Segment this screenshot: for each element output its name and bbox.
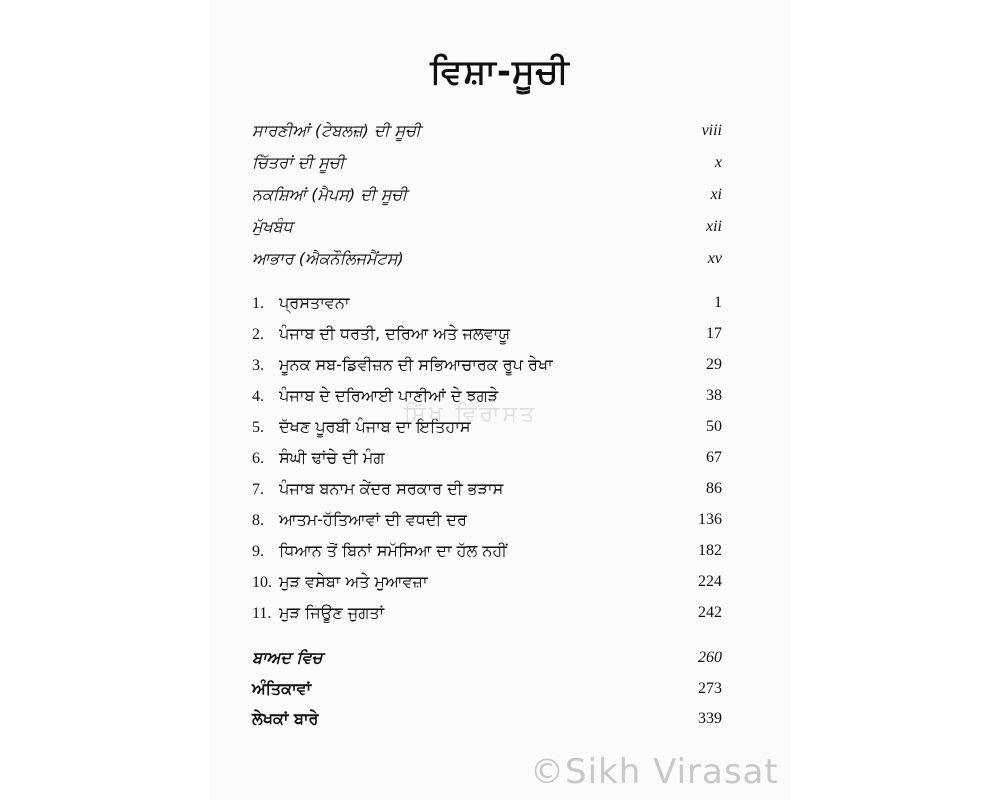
chapter-page: 224 <box>698 573 722 590</box>
chapter-number: 9. <box>252 543 264 560</box>
chapter-title: ਪੰਜਾਬ ਦੇ ਦਰਿਆਈ ਪਾਣੀਆਂ ਦੇ ਝਗੜੇ <box>279 386 499 405</box>
chapter-title: ਧਿਆਨ ਤੋਂ ਬਿਨਾਂ ਸਮੱਸਿਆ ਦਾ ਹੱਲ ਨਹੀਂ <box>279 541 508 560</box>
toc-entry-label: ਚਿੱਤਰਾਂ ਦੀ ਸੂਚੀ <box>252 153 345 172</box>
chapter-number: 2. <box>252 326 264 343</box>
chapter-number: 1. <box>252 295 264 312</box>
chapter-title: ਮੁੜ ਵਸੇਬਾ ਅਤੇ ਮੁਆਵਜ਼ਾ <box>279 572 428 591</box>
chapter-number: 8. <box>252 512 264 529</box>
chapter-title: ਮੁੜ ਜਿਊਣ ਜੁਗਤਾਂ <box>279 603 385 622</box>
chapter-page: 182 <box>698 542 722 559</box>
toc-chapter <box>252 445 722 471</box>
chapter-title: ਪ੍ਰਸਤਾਵਨਾ <box>279 293 350 312</box>
toc-entry <box>252 182 722 208</box>
toc-chapter <box>252 507 722 533</box>
chapter-page: 1 <box>714 294 722 311</box>
toc-entry-page: xii <box>706 218 722 235</box>
toc-entry-label: ਮੁੱਖਬੰਧ <box>252 217 293 236</box>
toc-entry <box>252 118 722 144</box>
toc-entry-label: ਆਭਾਰ (ਐਕਨੌਲਿਜਮੈਂਟਸ) <box>252 249 404 268</box>
toc-entry-page: x <box>714 154 722 171</box>
chapter-page: 242 <box>698 604 722 621</box>
chapter-page: 86 <box>706 480 722 497</box>
chapter-number: 11. <box>252 605 272 622</box>
page-title: ਵਿਸ਼ਾ-ਸੂਚੀ <box>430 52 570 92</box>
toc-entry-label: ਬਾਅਦ ਵਿਚ <box>252 648 323 667</box>
toc-entry <box>252 246 722 272</box>
toc-entry-page: 273 <box>698 680 722 697</box>
toc-chapter <box>252 476 722 502</box>
chapter-number: 10. <box>252 574 272 591</box>
toc-chapter <box>252 569 722 595</box>
toc-entry-label: ਲੇਖਕਾਂ ਬਾਰੇ <box>252 709 319 728</box>
toc-chapter <box>252 538 722 564</box>
chapter-title: ਪੰਜਾਬ ਦੀ ਧਰਤੀ, ਦਰਿਆ ਅਤੇ ਜਲਵਾਯੂ <box>279 324 511 343</box>
toc-entry-page: viii <box>701 122 722 139</box>
chapter-title: ਮੂਨਕ ਸਬ-ਡਿਵੀਜ਼ਨ ਦੀ ਸਭਿਆਚਾਰਕ ਰੂਪ ਰੇਖਾ <box>279 355 553 374</box>
chapter-page: 17 <box>706 325 722 342</box>
chapter-page: 29 <box>706 356 722 373</box>
toc-entry-page: xv <box>707 250 722 267</box>
toc-entry <box>252 645 722 671</box>
toc-entry-label: ਨਕਸ਼ਿਆਂ (ਮੈਪਸ) ਦੀ ਸੂਚੀ <box>252 185 408 204</box>
chapter-page: 136 <box>698 511 722 528</box>
chapter-title: ਆਤਮ-ਹੱਤਿਆਵਾਂ ਦੀ ਵਧਦੀ ਦਰ <box>279 510 467 529</box>
toc-entry <box>252 676 722 702</box>
chapter-title: ਸੰਘੀ ਢਾਂਚੇ ਦੀ ਮੰਗ <box>279 448 385 467</box>
chapter-title: ਪੰਜਾਬ ਬਨਾਮ ਕੇਂਦਰ ਸਰਕਾਰ ਦੀ ਭੜਾਸ <box>279 479 504 498</box>
toc-entry-page: 339 <box>698 710 722 727</box>
toc-entry <box>252 214 722 240</box>
chapter-number: 6. <box>252 450 264 467</box>
toc-entry <box>252 706 722 732</box>
chapter-page: 38 <box>706 387 722 404</box>
watermark-center: ਸਿੱਖ ਵਿਰਾਸਤ <box>404 402 538 427</box>
toc-entry-label: ਸਾਰਣੀਆਂ (ਟੇਬਲਜ਼) ਦੀ ਸੂਚੀ <box>252 121 421 140</box>
toc-chapter <box>252 352 722 378</box>
toc-chapter <box>252 290 722 316</box>
chapter-number: 4. <box>252 388 264 405</box>
toc-chapter <box>252 600 722 626</box>
toc-chapter <box>252 321 722 347</box>
watermark-copyright: ©Sikh Virasat <box>530 752 779 792</box>
chapter-number: 3. <box>252 357 264 374</box>
toc-entry-label: ਅੰਤਿਕਾਵਾਂ <box>252 679 312 698</box>
chapter-number: 5. <box>252 419 264 436</box>
chapter-page: 67 <box>706 449 722 466</box>
chapter-title: ਦੱਖਣ ਪੂਰਬੀ ਪੰਜਾਬ ਦਾ ਇਤਿਹਾਸ <box>279 417 471 436</box>
toc-entry-page: 260 <box>698 649 722 666</box>
chapter-number: 7. <box>252 481 264 498</box>
chapter-page: 50 <box>706 418 722 435</box>
toc-entry <box>252 150 722 176</box>
toc-entry-page: xi <box>710 186 722 203</box>
